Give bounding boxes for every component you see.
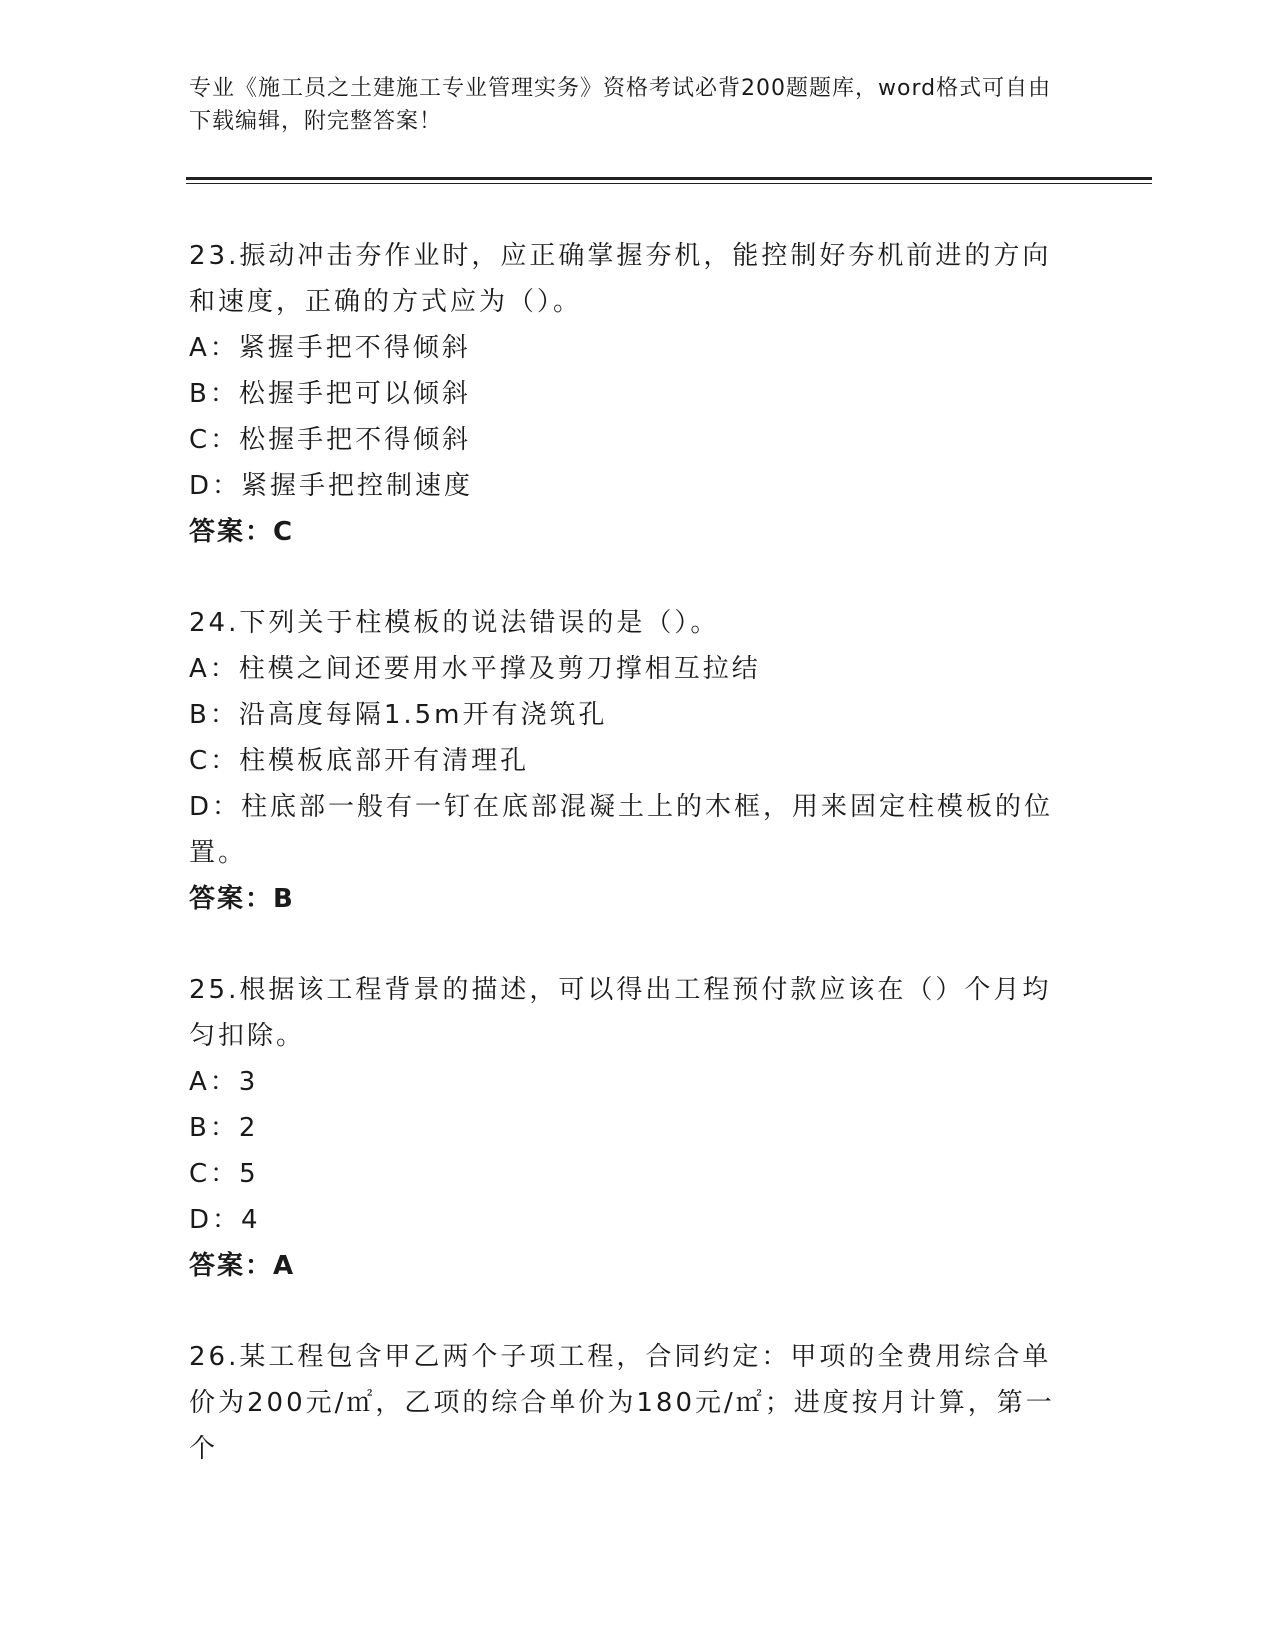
option-b: B：沿高度每隔1.5m开有浇筑孔 bbox=[189, 700, 608, 730]
header-divider-thick bbox=[186, 177, 1152, 180]
option-c: C：松握手把不得倾斜 bbox=[189, 425, 472, 455]
answer: 答案：C bbox=[189, 517, 295, 547]
question-25 bbox=[189, 967, 1079, 1289]
header-divider-thin bbox=[186, 183, 1152, 184]
option-c: C：柱模板底部开有清理孔 bbox=[189, 746, 530, 776]
option-b: B：松握手把可以倾斜 bbox=[189, 379, 471, 409]
question-stem: 25.根据该工程背景的描述，可以得出工程预付款应该在（）个月均匀扣除。 bbox=[189, 975, 1052, 1051]
option-a: A：3 bbox=[189, 1067, 259, 1097]
answer: 答案：A bbox=[189, 1251, 296, 1281]
option-b: B：2 bbox=[189, 1113, 259, 1143]
option-c: C：5 bbox=[189, 1159, 259, 1189]
question-list bbox=[189, 233, 1079, 1517]
option-a: A：紧握手把不得倾斜 bbox=[189, 333, 471, 363]
document-header: 专业《施工员之土建施工专业管理实务》资格考试必背200题题库，word格式可自由下载编辑，附完整答案！ bbox=[189, 76, 1052, 134]
option-d: D：4 bbox=[189, 1205, 261, 1235]
question-stem: 26.某工程包含甲乙两个子项工程，合同约定：甲项的全费用综合单价为200元/㎡，乙项的综合单价为180元/㎡；进度按月计算，第一个 bbox=[189, 1342, 1055, 1464]
question-stem: 24.下列关于柱模板的说法错误的是（）。 bbox=[189, 608, 720, 638]
answer: 答案：B bbox=[189, 884, 295, 914]
question-stem: 23.振动冲击夯作业时，应正确掌握夯机，能控制好夯机前进的方向和速度，正确的方式应为（）。 bbox=[189, 241, 1052, 317]
question-26 bbox=[189, 1334, 1079, 1472]
question-23 bbox=[189, 233, 1079, 555]
question-24 bbox=[189, 600, 1079, 922]
option-a: A：柱模之间还要用水平撑及剪刀撑相互拉结 bbox=[189, 654, 761, 684]
option-d: D：紧握手把控制速度 bbox=[189, 471, 474, 501]
option-d: D：柱底部一般有一钉在底部混凝土上的木框，用来固定柱模板的位置。 bbox=[189, 792, 1054, 868]
